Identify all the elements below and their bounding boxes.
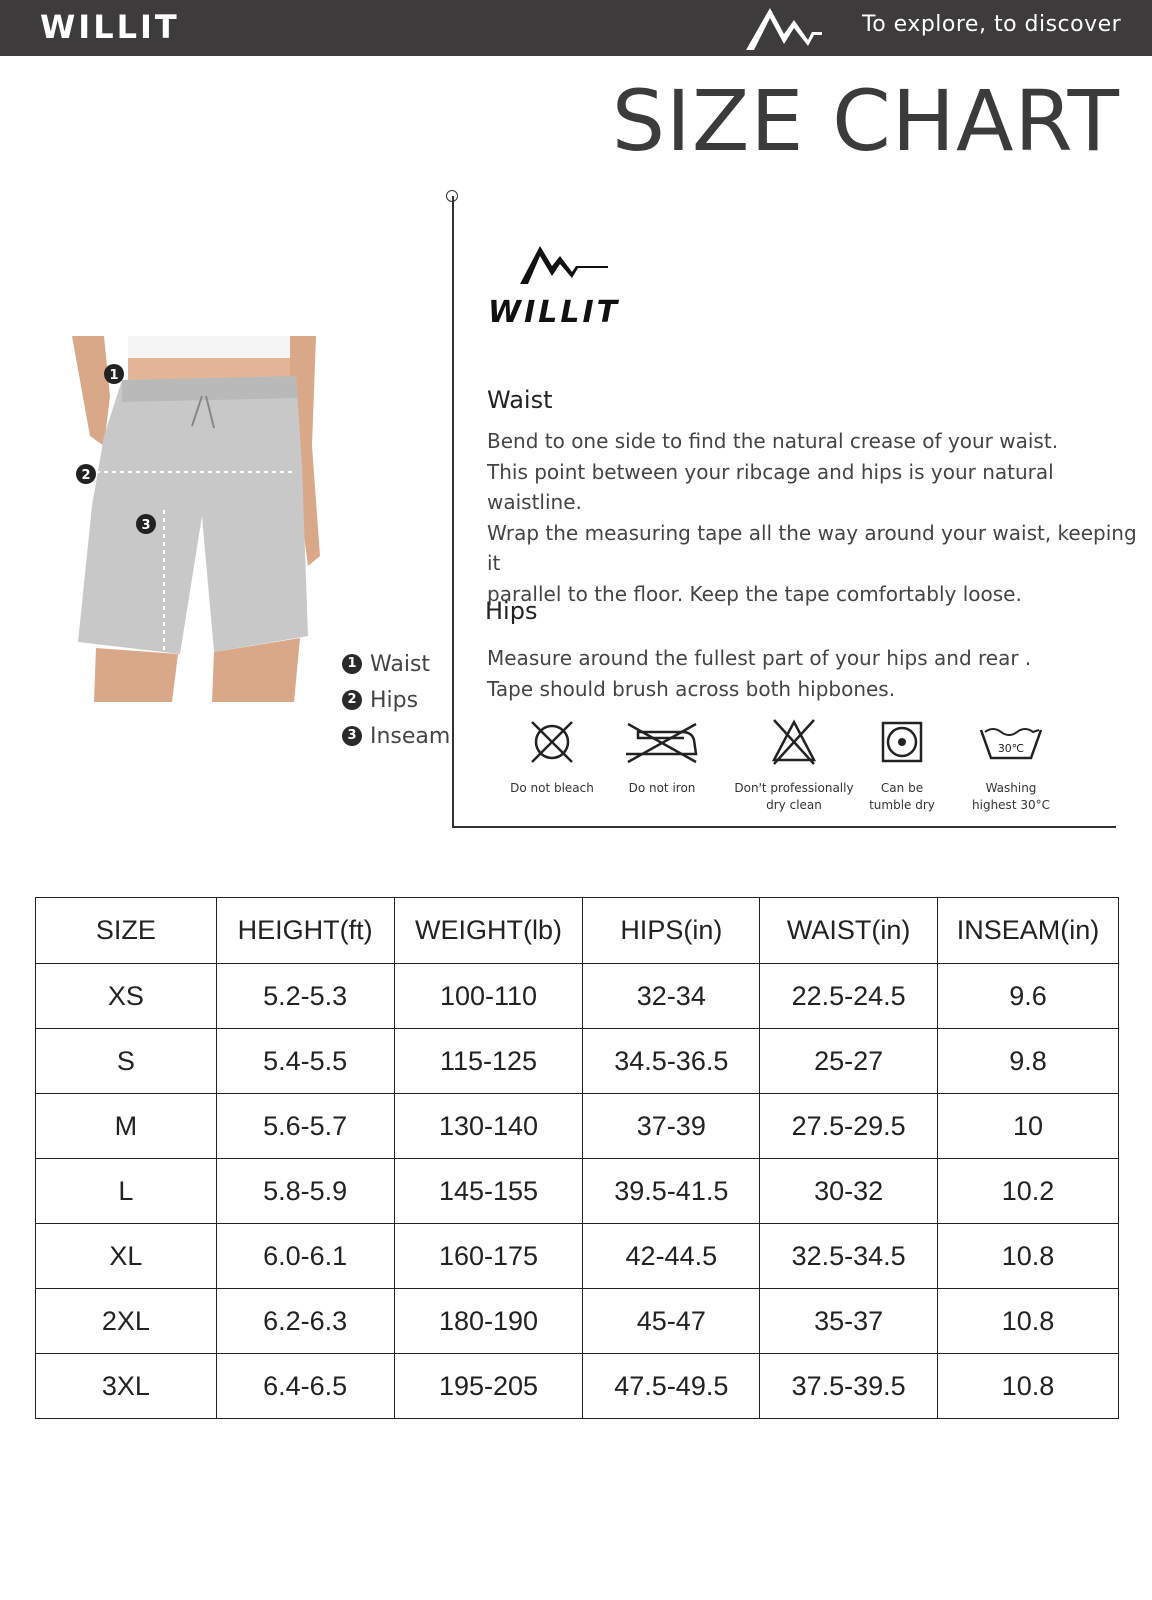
table-cell: 5.8-5.9	[216, 1159, 394, 1224]
table-cell: 30-32	[760, 1159, 938, 1224]
legend-item-hips	[342, 682, 450, 718]
table-cell: 5.2-5.3	[216, 964, 394, 1029]
table-cell: 42-44.5	[583, 1224, 760, 1289]
column-header: HEIGHT(ft)	[216, 898, 394, 964]
model-shorts-image	[64, 336, 334, 702]
care-label: Don't professionally dry clean	[734, 781, 854, 812]
no-bleach-icon	[526, 716, 578, 768]
table-cell: 195-205	[394, 1354, 583, 1419]
table-cell: XL	[36, 1224, 217, 1289]
table-cell: 34.5-36.5	[583, 1029, 760, 1094]
table-row	[36, 1094, 1119, 1159]
marker-inseam-num: 3	[141, 518, 151, 533]
table-cell: 6.2-6.3	[216, 1289, 394, 1354]
size-table	[35, 897, 1119, 1419]
table-cell: 32-34	[583, 964, 760, 1029]
table-cell: 130-140	[394, 1094, 583, 1159]
marker-waist-num: 1	[109, 368, 119, 383]
table-cell: 27.5-29.5	[760, 1094, 938, 1159]
table-cell: 115-125	[394, 1029, 583, 1094]
waist-instructions	[487, 426, 1152, 609]
table-row	[36, 1289, 1119, 1354]
table-cell: 10.2	[938, 1159, 1119, 1224]
care-label: Washing highest 30°C	[972, 781, 1050, 812]
mountain-logo-icon	[746, 2, 858, 52]
table-cell: 25-27	[760, 1029, 938, 1094]
table-cell: 32.5-34.5	[760, 1224, 938, 1289]
waist-line: This point between your ribcage and hips is your natural waistline.	[487, 459, 1054, 514]
no-iron-icon	[622, 716, 702, 768]
table-cell: 39.5-41.5	[583, 1159, 760, 1224]
column-header: INSEAM(in)	[938, 898, 1119, 964]
care-label: Do not bleach	[510, 781, 594, 795]
care-label: Can be tumble dry	[869, 781, 935, 812]
page-title: SIZE CHART	[611, 72, 1120, 170]
table-cell: 10.8	[938, 1354, 1119, 1419]
legend-label: Hips	[370, 687, 419, 713]
table-header-row	[36, 898, 1119, 964]
table-row	[36, 1354, 1119, 1419]
legend-label: Inseam	[370, 723, 451, 749]
table-cell: 37-39	[583, 1094, 760, 1159]
care-wash-30	[947, 716, 1075, 814]
measure-legend	[342, 646, 450, 754]
table-row	[36, 1159, 1119, 1224]
no-dry-clean-icon	[768, 716, 820, 768]
table-cell: 10	[938, 1094, 1119, 1159]
legend-item-inseam	[342, 718, 450, 754]
frame-horizontal-line	[452, 826, 1116, 828]
table-cell: 160-175	[394, 1224, 583, 1289]
care-no-bleach	[488, 716, 616, 797]
hips-heading: Hips	[485, 597, 538, 625]
table-cell: XS	[36, 964, 217, 1029]
table-cell: 47.5-49.5	[583, 1354, 760, 1419]
legend-label: Waist	[370, 651, 431, 677]
table-cell: 35-37	[760, 1289, 938, 1354]
care-label: Do not iron	[628, 781, 696, 795]
brand-name: WILLIT	[40, 8, 180, 46]
waist-line: Wrap the measuring tape all the way around your waist, keeping it	[487, 520, 1137, 575]
frame-vertical-line	[452, 196, 454, 828]
waist-heading: Waist	[487, 386, 553, 414]
logo-text: WILLIT	[488, 295, 621, 328]
table-cell: 9.8	[938, 1029, 1119, 1094]
legend-number: 3	[342, 726, 362, 746]
legend-item-waist	[342, 646, 450, 682]
waist-line: parallel to the floor. Keep the tape comfortably loose.	[487, 581, 1022, 606]
table-row	[36, 1029, 1119, 1094]
table-cell: L	[36, 1159, 217, 1224]
top-bar	[0, 0, 1152, 56]
legend-number: 1	[342, 654, 362, 674]
column-header: HIPS(in)	[583, 898, 760, 964]
table-cell: 180-190	[394, 1289, 583, 1354]
column-header: SIZE	[36, 898, 217, 964]
tumble-dry-icon	[876, 716, 928, 768]
hips-instructions	[487, 643, 1031, 704]
table-cell: 37.5-39.5	[760, 1354, 938, 1419]
table-cell: 5.6-5.7	[216, 1094, 394, 1159]
wash-temp: 30℃	[997, 742, 1025, 755]
legend-number: 2	[342, 690, 362, 710]
waist-line: Bend to one side to find the natural crease of your waist.	[487, 429, 1059, 453]
table-cell: 10.8	[938, 1289, 1119, 1354]
table-cell: 145-155	[394, 1159, 583, 1224]
table-cell: 5.4-5.5	[216, 1029, 394, 1094]
table-cell: 3XL	[36, 1354, 217, 1419]
table-cell: 10.8	[938, 1224, 1119, 1289]
table-cell: 6.0-6.1	[216, 1224, 394, 1289]
table-cell: M	[36, 1094, 217, 1159]
table-cell: 22.5-24.5	[760, 964, 938, 1029]
table-row	[36, 964, 1119, 1029]
table-cell: 9.6	[938, 964, 1119, 1029]
table-cell: 100-110	[394, 964, 583, 1029]
marker-hips-num: 2	[81, 468, 91, 483]
wash-30-icon	[979, 716, 1043, 768]
hips-line: Measure around the fullest part of your hips and rear .	[487, 646, 1032, 670]
column-header: WEIGHT(lb)	[394, 898, 583, 964]
table-cell: S	[36, 1029, 217, 1094]
table-cell: 45-47	[583, 1289, 760, 1354]
table-cell: 6.4-6.5	[216, 1354, 394, 1419]
table-cell: 2XL	[36, 1289, 217, 1354]
hips-line: Tape should brush across both hipbones.	[487, 676, 896, 701]
table-row	[36, 1224, 1119, 1289]
willit-logo	[484, 238, 644, 328]
column-header: WAIST(in)	[760, 898, 938, 964]
tagline: To explore, to discover	[862, 12, 1122, 37]
care-no-iron	[598, 716, 726, 797]
